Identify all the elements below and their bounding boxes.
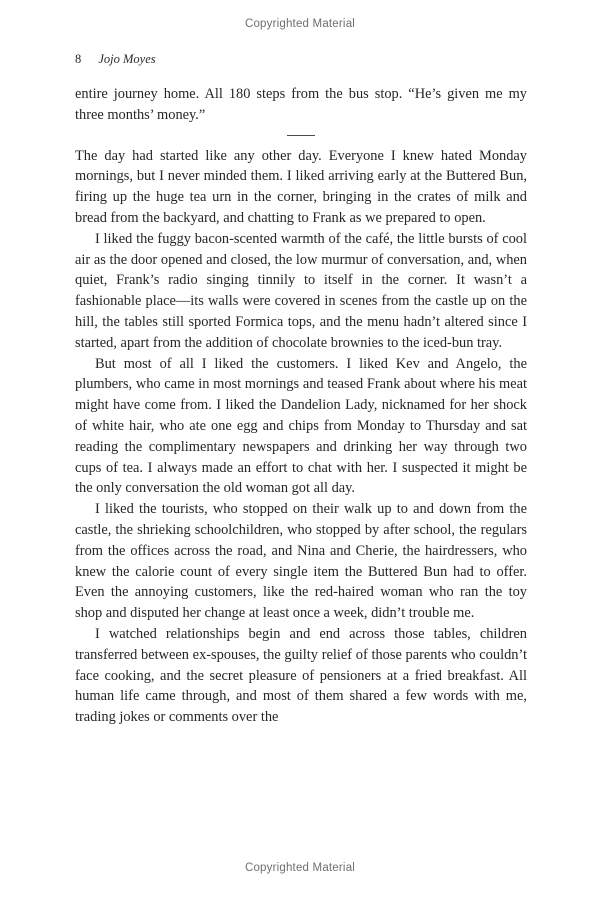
page-body [75,84,527,728]
paragraph: entire journey home. All 180 steps from the bus stop. “He’s given me my three months’ money.” [75,86,527,123]
paragraph: I liked the fuggy bacon-scented warmth of the café, the little bursts of cool air as the door opened and closed, the low murmur of conversation, and, when quiet, Frank’s radio singing tinnily to itself in the corner. It wasn’t a fashionable place—its walls were covered in scenes from the castle up on the hill, the tables still sported Formica tops, and the menu hadn’t altered since I started, apart from the addition of chocolate brownies to the iced-bun tray. [75,230,527,351]
running-header-author: Jojo Moyes [98,52,156,66]
copyright-notice-bottom: Copyrighted Material [244,862,356,874]
copyright-notice-top: Copyrighted Material [244,18,356,30]
paragraph: I watched relationships begin and end across those tables, children transferred between ex-spouses, the guilty relief of those parents who couldn’t face cooking, and the secret pleasure of pensioners at a fried breakfast. All human life came through, and most of them shared a few words with me, trading jokes or comments over the [75,625,527,726]
paragraph: I liked the tourists, who stopped on their walk up to and down from the castle, the shrieking schoolchildren, who stopped by after school, the regulars from the offices across the road, and Nina and Cherie, the hairdressers, who knew the calorie count of every single item the Buttered Bun had to offer. Even the annoying customers, like the red-haired woman who ran the toy shop and disputed her change at least once a week, didn’t trouble me. [75,501,527,622]
paragraph: But most of all I liked the customers. I liked Kev and Angelo, the plumbers, who came in most mornings and teased Frank about where his meat might have come from. I liked the Dandelion Lady, nicknamed for her shock of white hair, who ate one egg and chips from Monday to Thursday and sat reading the complimentary newspapers and drinking her way through two cups of tea. I always made an effort to chat with her. I suspected it might be the only conversation the old woman got all day. [75,355,527,497]
running-header [75,52,156,67]
scene-break-divider [287,135,315,136]
paragraph: The day had started like any other day. Everyone I knew hated Monday mornings, but I never minded them. I liked arriving early at the Buttered Bun, firing up the huge tea urn in the corner, bringing in the crates of milk and bread from the backyard, and chatting to Frank as we prepared to open. [75,147,527,226]
page-number: 8 [75,52,82,66]
